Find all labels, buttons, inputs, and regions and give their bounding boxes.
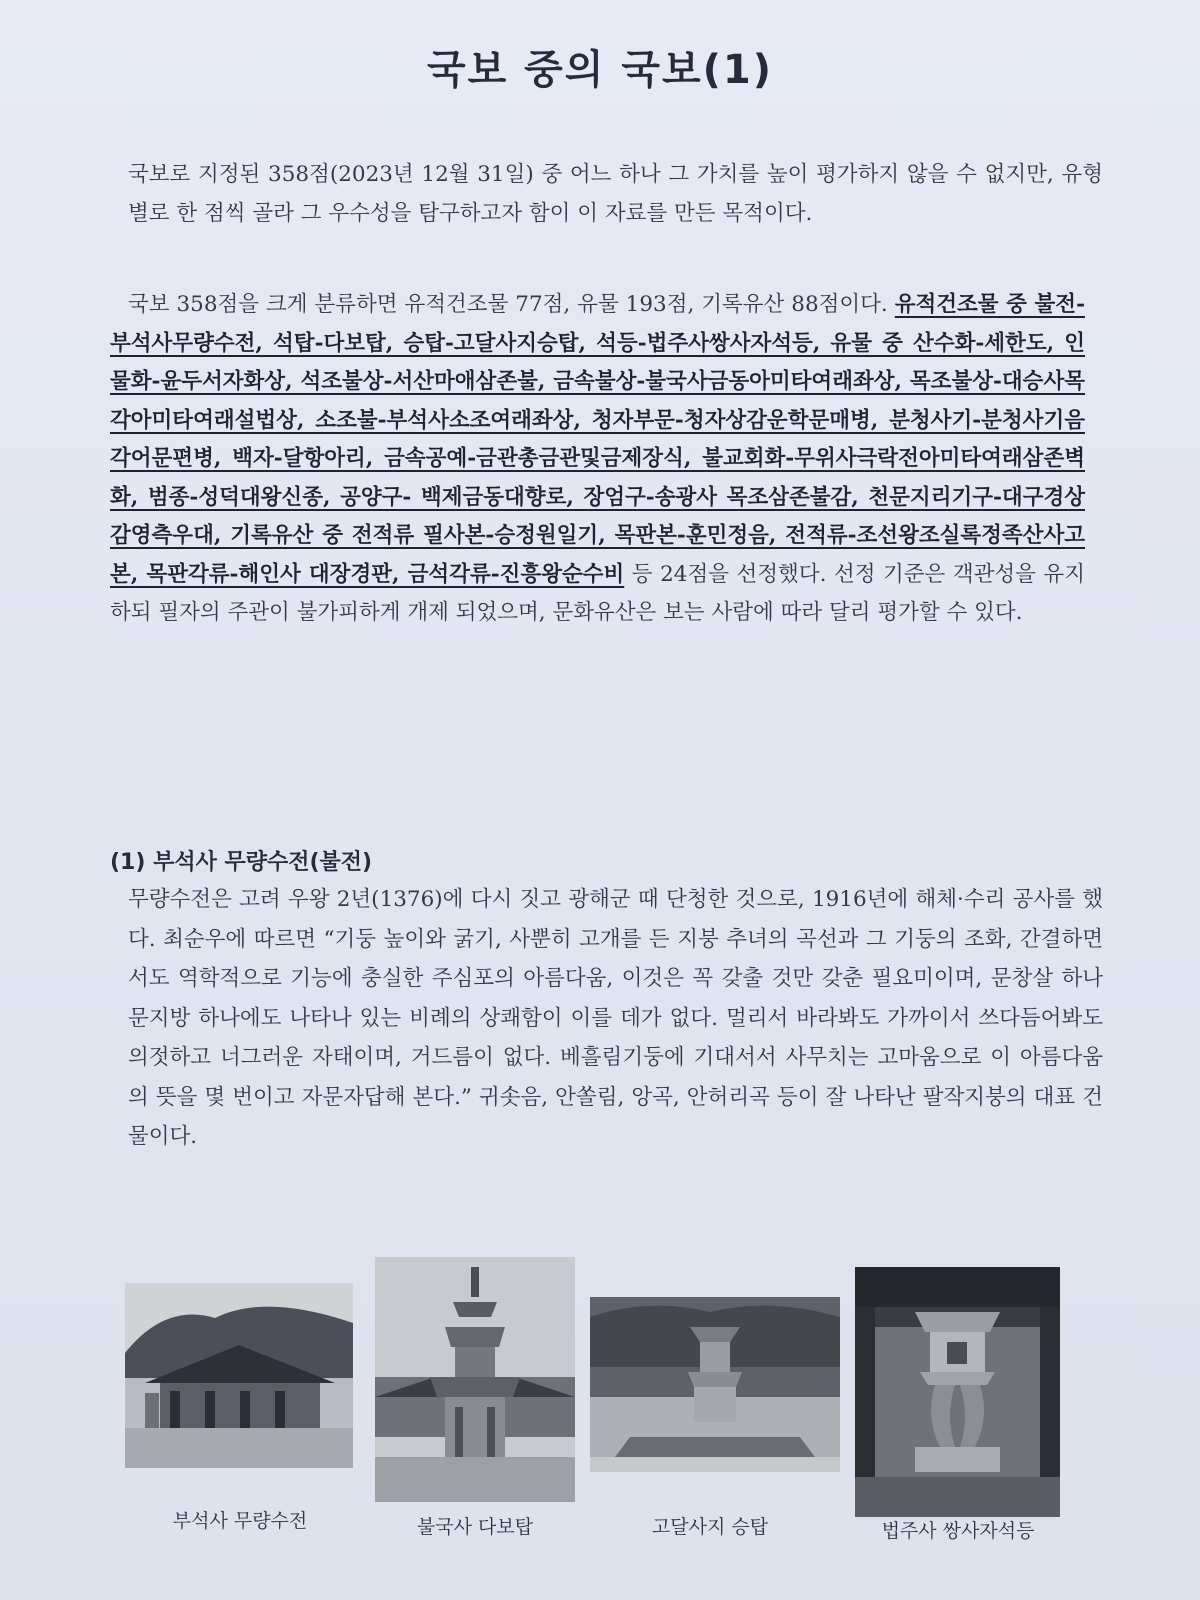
classification-lead: 국보 358점을 크게 분류하면 유적건조물 77점, 유물 193점, 기록유산 88점이다.	[128, 292, 888, 317]
caption-godalsaji-stupa: 고달사지 승탑	[651, 1516, 769, 1538]
photo-dabotap	[375, 1257, 575, 1502]
photo-muryangsujeon	[125, 1283, 353, 1468]
intro-paragraph: 국보로 지정된 358점(2023년 12월 31일) 중 어느 하나 그 가치를 높이 평가하지 않을 수 없지만, 유형 별로 한 점씩 골라 그 우수성을 탐구하고자 함이 이 자료를 만든 목적이다.	[128, 162, 1103, 226]
photo-ssangsaja-lantern	[855, 1267, 1060, 1517]
classification-paragraph	[110, 286, 1085, 633]
section-heading: (1) 부석사 무량수전(불전)	[110, 850, 373, 875]
classification-tail: 등 24점을 선정했다. 선정 기준은 객관성을 유지하되 필자의 주관이 불가피하게 개제 되었으며, 문화유산은 보는 사람에 따라 달리 평가할 수 있다.	[110, 561, 1085, 625]
selected-items-list: 유적건조물 중 불전-부석사무량수전, 석탑-다보탑, 승탑-고달사지승탑, 석등-법주사쌍사자석등, 유물 중 산수화-세한도, 인물화-윤두서자화상, 석조불상-서산마애삼존불, 금속불상-불국사금동아미타여래좌상, 목조불상-대승사목각아미타여래설법상, 소조불-부석사소조여래좌상, 청자부문-청자상감운학문매병, 분청사기-분청사기음각어문편병, 백자-달항아리, 금속공예-금관총금관및금제장식, 불교회화-무위사극락전아미타여래삼존벽화, 범종-성덕대왕신종, 공양구- 백제금동대향로, 장엄구-송광사 목조삼존불감, 천문지리기구-대구경상감영측우대, 기록유산 중 전적류 필사본-승정원일기, 목판본-훈민정음, 전적류-조선왕조실록정족산사고본, 목판각류-해인사 대장경판, 금석각류-진흥왕순수비	[110, 292, 1085, 587]
page-title: 국보 중의 국보(1)	[426, 47, 774, 93]
photo-godalsaji-stupa	[590, 1297, 840, 1472]
caption-ssangsaja-lantern: 법주사 쌍사자석등	[881, 1520, 1035, 1542]
section-paragraph: 무량수전은 고려 우왕 2년(1376)에 다시 짓고 광해군 때 단청한 것으로, 1916년에 해체·수리 공사를 했다. 최순우에 따르면 “기둥 높이와 굵기, 사뿐히 고개를 든 지붕 추녀의 곡선과 그 기둥의 조화, 간결하면서도 역학적으로 기능에 충실한 주심포의 아름다움, 이것은 꼭 갖출 것만 갖춘 필요미이며, 문창살 하나 문지방 하나에도 나타나 있는 비례의 상쾌함이 이를 데가 없다. 멀리서 바라봐도 가까이서 쓰다듬어봐도 의젓하고 너그러운 자태이며, 거드름이 없다. 베흘림기둥에 기대서서 사무치는 고마움으로 이 아름다움의 뜻을 몇 번이고 자문자답해 본다.” 귀솟음, 안쏠림, 앙곡, 안허리곡 등이 잘 나타난 팔작지붕의 대표 건물이다.	[128, 887, 1103, 1149]
caption-muryangsujeon: 부석사 무량수전	[172, 1510, 308, 1532]
caption-dabotap: 불국사 다보탑	[416, 1516, 534, 1538]
